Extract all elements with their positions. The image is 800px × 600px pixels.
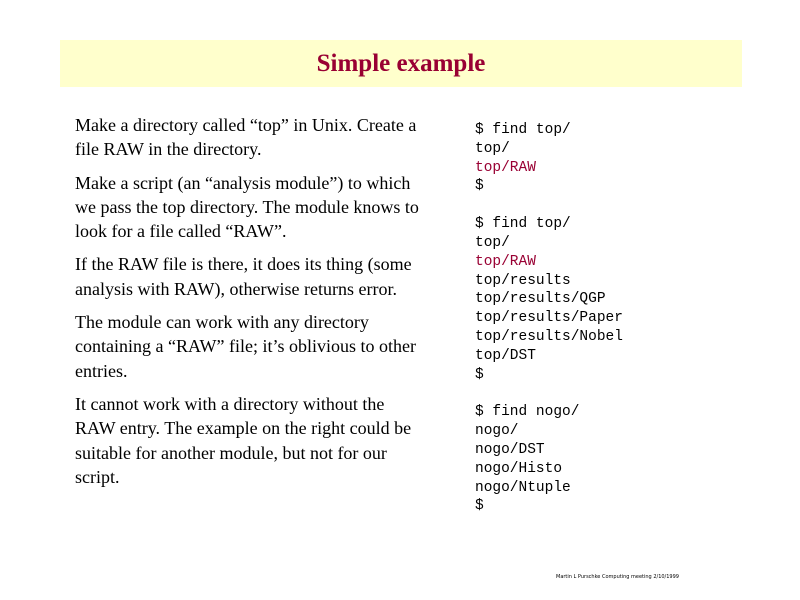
- title-band: [60, 40, 742, 87]
- paragraph-5: It cannot work with a directory without the RAW entry. The example on the right could be suitable for another module, but not for our script.: [75, 393, 412, 487]
- left-text-column: [75, 113, 420, 489]
- listing-line: top/DST: [475, 347, 536, 364]
- paragraph-3: If the RAW file is there, it does its thing (some analysis with RAW), otherwise returns error.: [75, 254, 412, 299]
- listing-block-2: [475, 215, 785, 384]
- listing-line: nogo/Histo: [475, 460, 563, 477]
- listing-line: nogo/Ntuple: [475, 479, 571, 496]
- paragraph-2: Make a script (an “analysis module”) to which we pass the top directory. The module knows to look for a file called “RAW”.: [75, 172, 419, 242]
- listing-line: $ find nogo/: [475, 404, 580, 421]
- listing-line: $: [475, 178, 484, 195]
- listing-line: $: [475, 498, 484, 515]
- listing-line: $ find top/: [475, 216, 571, 233]
- listing-line: nogo/DST: [475, 441, 545, 458]
- listing-block-1: [475, 121, 785, 196]
- listing-line-raw: top/RAW: [475, 159, 536, 176]
- footer-credit: Martin L Purschke Computing meeting 2/10/1999: [556, 574, 679, 580]
- listing-line: top/results/QGP: [475, 291, 606, 308]
- listing-line: top/results/Paper: [475, 310, 623, 327]
- listing-line: top/results/Nobel: [475, 328, 623, 345]
- listing-column: [475, 121, 785, 535]
- listing-line-raw: top/RAW: [475, 253, 536, 270]
- listing-line: top/: [475, 234, 510, 251]
- listing-line: top/: [475, 140, 510, 157]
- listing-block-3: [475, 403, 785, 516]
- listing-line: nogo/: [475, 423, 519, 440]
- listing-line: $: [475, 366, 484, 383]
- paragraph-1: Make a directory called “top” in Unix. Create a file RAW in the directory.: [75, 115, 417, 160]
- listing-line: $ find top/: [475, 122, 571, 138]
- paragraph-4: The module can work with any directory containing a “RAW” file; it’s oblivious to other entries.: [75, 312, 416, 381]
- listing-line: top/results: [475, 272, 571, 289]
- slide-title: Simple example: [316, 50, 486, 77]
